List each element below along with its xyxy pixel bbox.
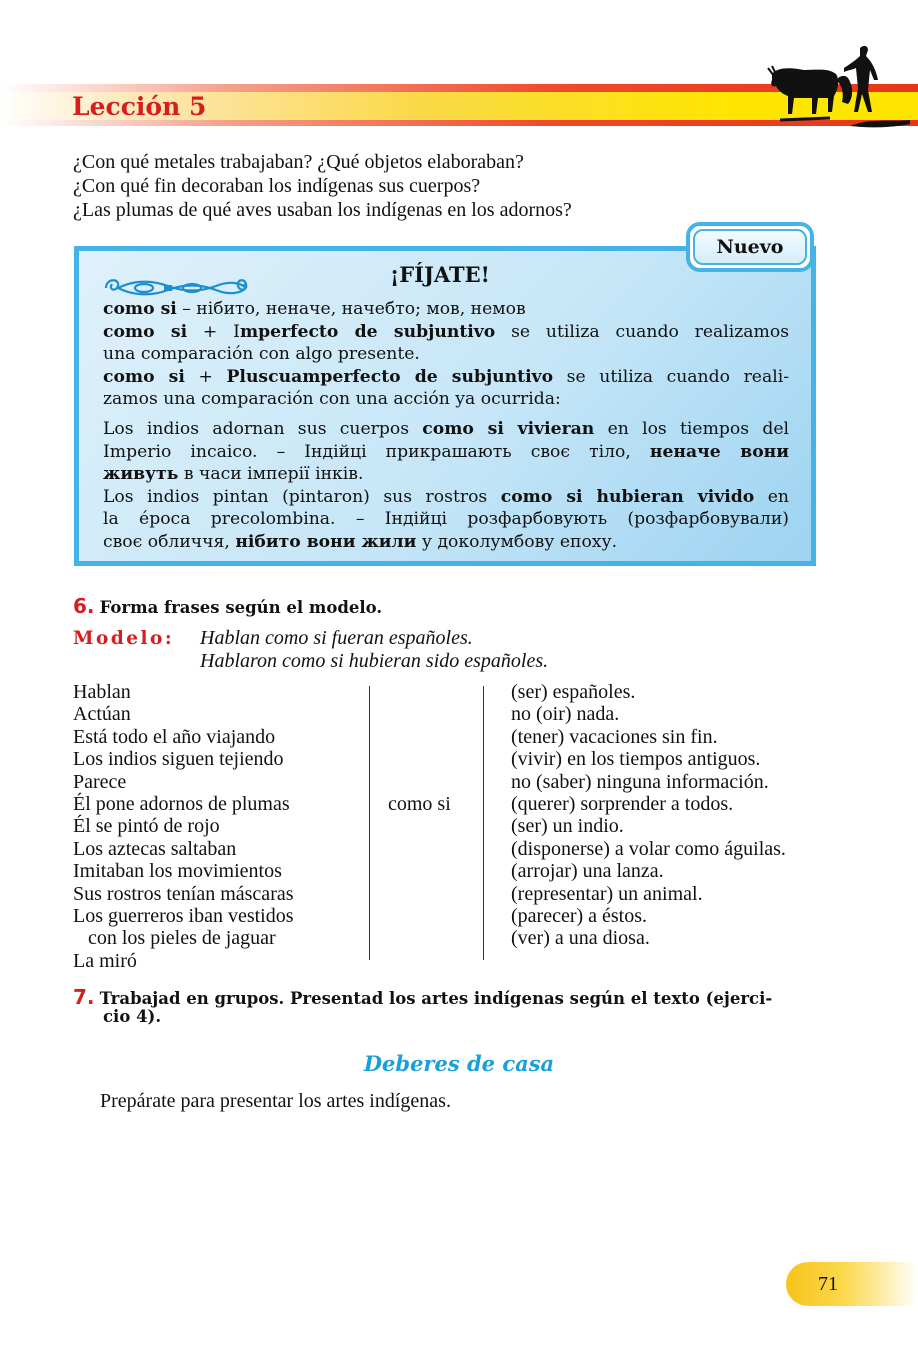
- como-si-label: como si: [388, 793, 451, 815]
- exercise-7-line-1: [73, 985, 772, 1009]
- question-2: ¿Con qué fin decoraban los indígenas sus cuerpos?: [73, 175, 481, 197]
- left-item: Parece: [73, 770, 127, 793]
- left-item: Sus rostros tenían máscaras: [73, 882, 294, 905]
- exercise-7-instruction: Trabajad en grupos. Presentad los artes indígenas según el texto (ejerci-: [99, 989, 773, 1008]
- right-item: no (saber) ninguna información.: [511, 770, 769, 793]
- rule-1-term: como si: [103, 321, 188, 342]
- example-2-text-c: своє обличчя,: [103, 531, 236, 552]
- example-1-line-1: [103, 418, 789, 441]
- middle-column: [388, 793, 451, 815]
- left-item: Hablan: [73, 681, 131, 703]
- left-item: Él pone adornos de plumas: [73, 792, 290, 815]
- column-divider-left: [369, 686, 370, 960]
- right-item: (parecer) a éstos.: [511, 904, 648, 927]
- left-item: Los indios siguen tejiendo: [73, 748, 284, 771]
- example-1-text-c: Imperio incaico. – Індійці прикрашають своє тіло,: [103, 441, 650, 462]
- homework-text: Prepárate para presentar los artes indígenas.: [100, 1090, 451, 1112]
- fijate-heading: ¡FÍJATE!: [390, 262, 490, 287]
- left-item: con los pieles de jaguar: [73, 927, 276, 950]
- example-1-bold-c: живуть: [103, 464, 179, 484]
- example-1-text-d: в часи імперії інків.: [178, 464, 364, 484]
- left-item: Imitaban los movimientos: [73, 860, 282, 883]
- exercise-6-instruction: Forma frases según el modelo.: [99, 598, 383, 617]
- left-item: Los aztecas saltaban: [73, 837, 237, 860]
- definition-line: [103, 298, 789, 321]
- homework-title: Deberes de casa: [363, 1051, 555, 1076]
- rule-2-rest: se utiliza cuando reali-: [553, 366, 790, 387]
- left-item: Él se pintó de rojo: [73, 815, 220, 838]
- model-line-1: Hablan como si fueran españoles.: [200, 627, 473, 649]
- exercise-6-number: 6.: [73, 594, 95, 618]
- rule-2-tense: Pluscuamperfecto de subjuntivo: [226, 366, 554, 387]
- example-1-text-b: en los tiempos del: [594, 419, 789, 439]
- question-3: ¿Las plumas de qué aves usaban los indígenas en los adornos?: [73, 199, 572, 221]
- example-2-bold-a: como si hubieran vivido: [500, 486, 755, 507]
- example-2-text-d: у доколумбову епоху.: [416, 531, 618, 552]
- example-2-line-1: [103, 486, 789, 509]
- right-item: (arrojar) una lanza.: [511, 860, 664, 883]
- nuevo-badge: [686, 222, 814, 272]
- rule-2-term: como si: [103, 366, 185, 387]
- nuevo-badge-label: Nuevo: [693, 229, 807, 265]
- example-1-line-2: [103, 441, 789, 464]
- def-translation: – нібито, неначе, начебто; мов, немов: [176, 299, 526, 319]
- question-1: ¿Con qué metales trabajaban? ¿Qué objetos elaboraban?: [73, 151, 524, 173]
- exercise-6-heading: [73, 594, 382, 618]
- example-2-text-b: en: [754, 486, 789, 507]
- left-item: Actúan: [73, 703, 131, 726]
- example-1-bold-a: como si vivieran: [422, 419, 595, 439]
- right-item: (vivir) en los tiempos antiguos.: [511, 748, 761, 771]
- right-item: (ser) un indio.: [511, 815, 624, 838]
- example-2-line-2: la época precolombina. – Індійці розфарбовують (розфарбовували): [103, 509, 789, 529]
- exercise-7-line-2: cio 4).: [103, 1007, 162, 1026]
- rule-2-line-1: [103, 366, 789, 389]
- rule-2-line-2: zamos una comparación con una acción ya ocurrida:: [103, 389, 561, 409]
- left-item: La miró: [73, 949, 137, 972]
- exercise-7-number: 7.: [73, 985, 95, 1009]
- model-line-2: Hablaron como si hubieran sido españoles.: [200, 650, 549, 672]
- def-term: como si: [103, 299, 177, 319]
- right-item: (tener) vacaciones sin fin.: [511, 725, 718, 748]
- column-divider-right: [483, 686, 484, 960]
- right-item: (ver) a una diosa.: [511, 927, 650, 950]
- rule-1-plus: + I: [187, 321, 240, 342]
- model-label: Modelo:: [73, 628, 175, 649]
- left-column: [73, 681, 294, 972]
- example-2-bold-b: нібито вони жили: [235, 531, 417, 552]
- right-item: (representar) un animal.: [511, 882, 703, 905]
- example-1-line-3: [103, 463, 789, 486]
- bullfighter-silhouette-icon: [760, 40, 918, 132]
- lesson-title: Lección 5: [72, 92, 207, 121]
- rule-1-line-1: [103, 321, 789, 344]
- right-item: (ser) españoles.: [511, 681, 636, 703]
- example-2-line-3: [103, 531, 789, 554]
- right-item: no (oir) nada.: [511, 703, 620, 726]
- example-1-bold-b: неначе вони: [649, 441, 789, 462]
- right-item: (disponerse) a volar como águilas.: [511, 837, 786, 860]
- left-item: Está todo el año viajando: [73, 725, 276, 748]
- left-item: Los guerreros iban vestidos: [73, 904, 294, 927]
- right-item: (querer) sorprender a todos.: [511, 792, 734, 815]
- rule-1-tense: mperfecto de subjuntivo: [239, 321, 496, 342]
- rule-1-line-2: una comparación con algo presente.: [103, 344, 420, 364]
- page-number: 71: [818, 1273, 838, 1295]
- example-1-text-a: Los indios adornan sus cuerpos: [103, 419, 423, 439]
- rule-1-rest: se utiliza cuando realizamos: [495, 321, 790, 342]
- example-2-text-a: Los indios pintan (pintaron) sus rostros: [103, 486, 501, 507]
- rule-2-plus: +: [184, 366, 227, 387]
- right-column: [511, 681, 786, 950]
